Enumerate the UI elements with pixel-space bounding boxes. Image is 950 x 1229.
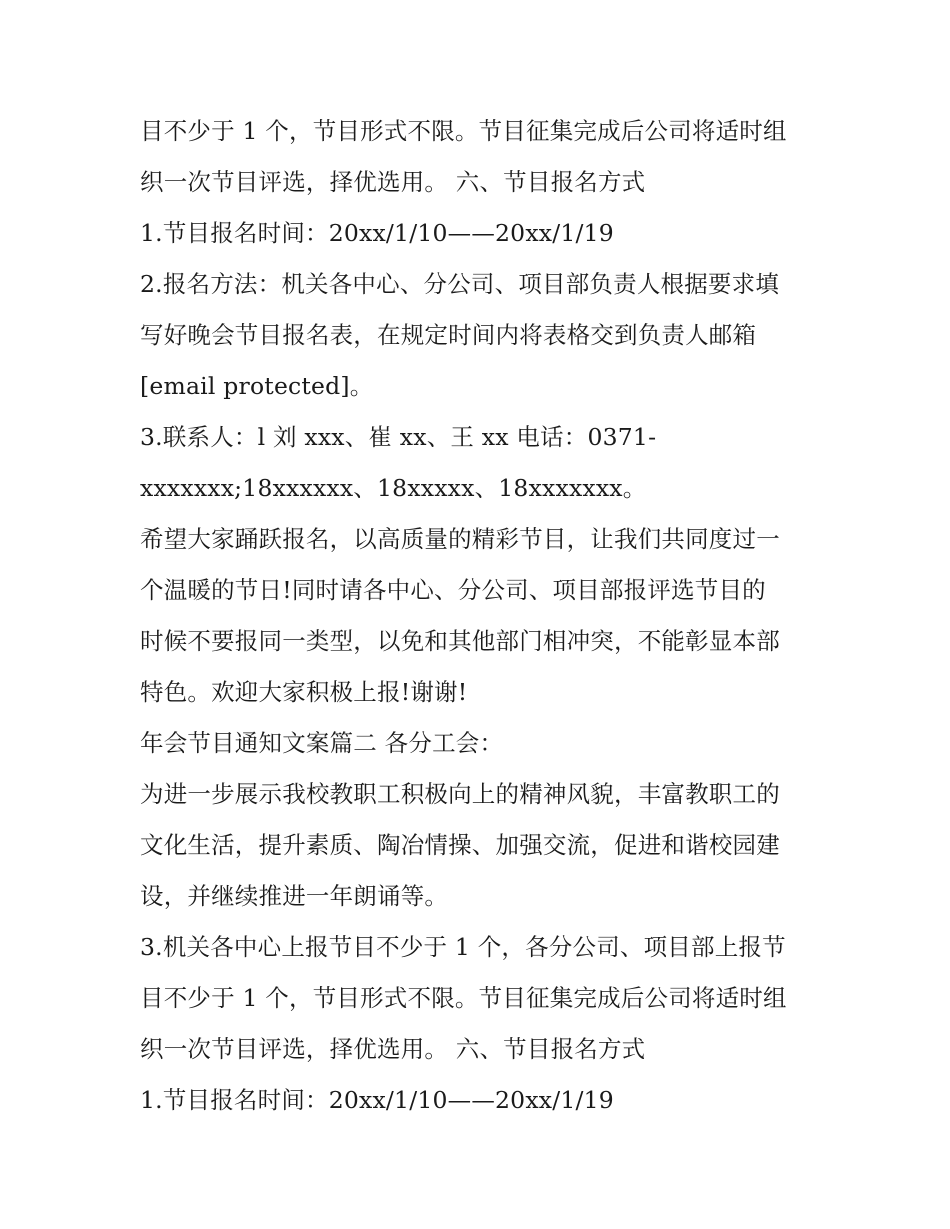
text-line: 3.联系人：l 刘 xxx、崔 xx、王 xx 电话：0371- (140, 423, 657, 451)
text-line: 写好晚会节目报名表，在规定时间内将表格交到负责人邮箱 (140, 321, 757, 349)
text-line: 时候不要报同一类型，以免和其他部门相冲突，不能彰显本部 (140, 627, 780, 655)
text-line: 1.节目报名时间：20xx/1/10——20xx/1/19 (140, 219, 614, 247)
text-line: xxxxxxx;18xxxxxx、18xxxxx、18xxxxxxx。 (140, 474, 647, 502)
text-line: 1.节目报名时间：20xx/1/10——20xx/1/19 (140, 1086, 614, 1114)
text-line: 目不少于 1 个，节目形式不限。节目征集完成后公司将适时组 (140, 984, 787, 1012)
text-line: 个温暖的节日!同时请各中心、分公司、项目部报评选节目的 (140, 576, 766, 604)
text-line: 目不少于 1 个，节目形式不限。节目征集完成后公司将适时组 (140, 117, 787, 145)
text-line: 织一次节目评选，择优选用。 六、节目报名方式 (140, 168, 646, 196)
text-line: 特色。欢迎大家积极上报!谢谢! (140, 678, 468, 706)
text-line: 希望大家踊跃报名，以高质量的精彩节目，让我们共同度过一 (140, 525, 780, 553)
text-line: 文化生活，提升素质、陶冶情操、加强交流，促进和谐校园建 (140, 831, 780, 859)
section-heading: 年会节目通知文案篇二 各分工会： (140, 729, 504, 757)
text-line: 2.报名方法：机关各中心、分公司、项目部负责人根据要求填 (140, 270, 780, 298)
text-line: 设，并继续推进一年朗诵等。 (140, 882, 449, 910)
document-body (140, 106, 830, 1126)
text-line: 为进一步展示我校教职工积极向上的精神风貌，丰富教职工的 (140, 780, 780, 808)
email-text-line: [email protected]。 (140, 372, 374, 400)
text-line: 3.机关各中心上报节目不少于 1 个，各分公司、项目部上报节 (140, 933, 786, 961)
text-line: 织一次节目评选，择优选用。 六、节目报名方式 (140, 1035, 646, 1063)
